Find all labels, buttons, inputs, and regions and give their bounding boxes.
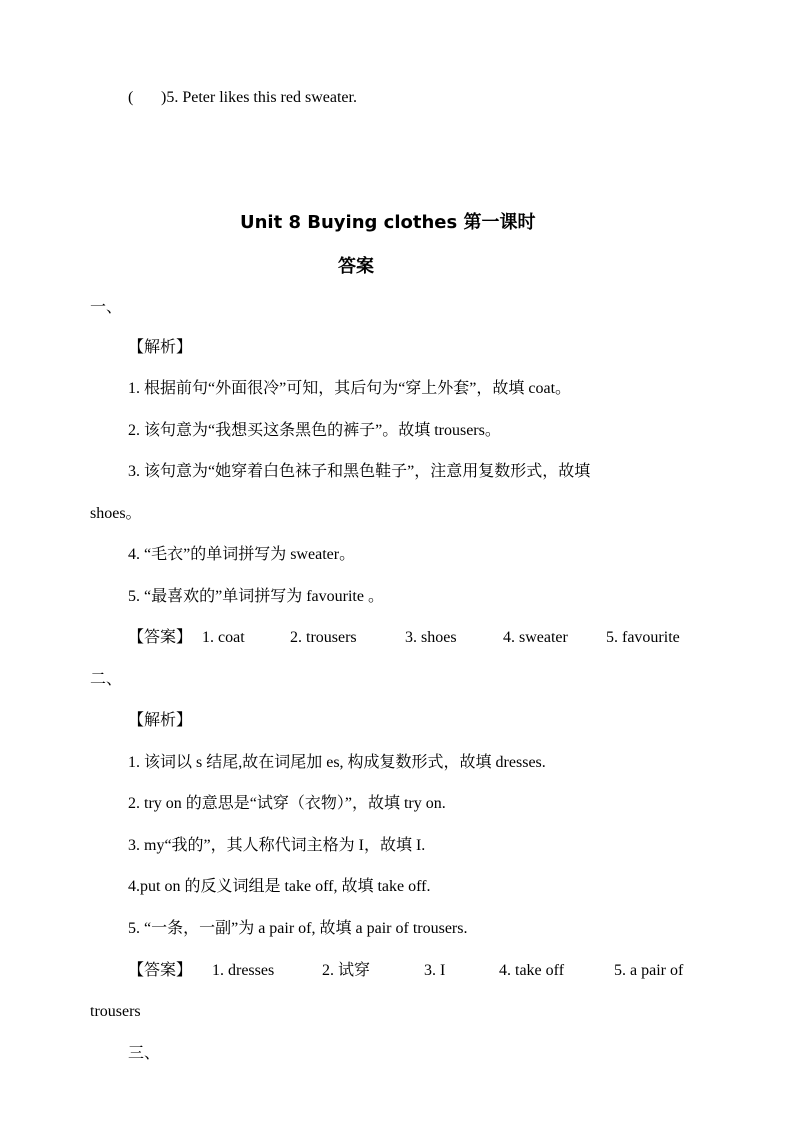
answer-label: 【答案】: [128, 962, 193, 979]
answer-item: 3. shoes: [405, 629, 457, 646]
section-2-line-1: 1. 该词以 s 结尾,故在词尾加 es, 构成复数形式，故填 dresses.: [128, 754, 546, 771]
section-2-answers: [128, 961, 728, 981]
section-2-line-3: 3. my“我的”，其人称代词主格为 I，故填 I.: [128, 837, 426, 854]
section-1-line-4: shoes。: [90, 505, 142, 522]
section-2-line-5: 5. “一条，一副”为 a pair of, 故填 a pair of trousers.: [128, 920, 468, 937]
section-1-analysis-label: 【解析】: [128, 339, 193, 356]
question-text: )5. Peter likes this red sweater.: [161, 89, 357, 106]
section-1-line-2: 2. 该句意为“我想买这条黑色的裤子”。故填 trousers。: [128, 422, 501, 439]
section-1-line-5: 4. “毛衣”的单词拼写为 sweater。: [128, 546, 356, 563]
section-1-line-1: 1. 根据前句“外面很冷”可知，其后句为“穿上外套”，故填 coat。: [128, 380, 572, 397]
answer-item: 5. favourite: [606, 629, 680, 646]
section-2-heading: 二、: [90, 671, 123, 688]
question-line: [128, 88, 357, 108]
answer-item: 2. trousers: [290, 629, 357, 646]
section-2-line-2: 2. try on 的意思是“试穿（衣物）”，故填 try on.: [128, 795, 446, 812]
section-1-heading: 一、: [90, 299, 123, 316]
section-3-heading: 三、: [128, 1045, 161, 1062]
answer-bracket: (: [128, 89, 134, 106]
answer-label: 【答案】: [128, 629, 193, 646]
page-title: Unit 8 Buying clothes 第一课时: [240, 212, 536, 233]
section-1-line-6: 5. “最喜欢的”单词拼写为 favourite 。: [128, 588, 384, 605]
answer-item: 1. coat: [202, 629, 245, 646]
section-1-line-3: 3. 该句意为“她穿着白色袜子和黑色鞋子”，注意用复数形式，故填: [128, 463, 591, 480]
section-2-analysis-label: 【解析】: [128, 712, 193, 729]
page-subtitle: 答案: [338, 256, 374, 277]
answer-item: 5. a pair of: [614, 962, 684, 979]
answer-item: 2. 试穿: [322, 962, 371, 979]
answer-item: 4. take off: [499, 962, 565, 979]
section-1-answers: [128, 628, 728, 648]
answer-item: 3. I: [424, 962, 446, 979]
section-2-answer-wrap: trousers: [90, 1003, 141, 1020]
answer-item: 4. sweater: [503, 629, 568, 646]
section-2-line-4: 4.put on 的反义词组是 take off, 故填 take off.: [128, 878, 431, 895]
answer-item: 1. dresses: [212, 962, 275, 979]
